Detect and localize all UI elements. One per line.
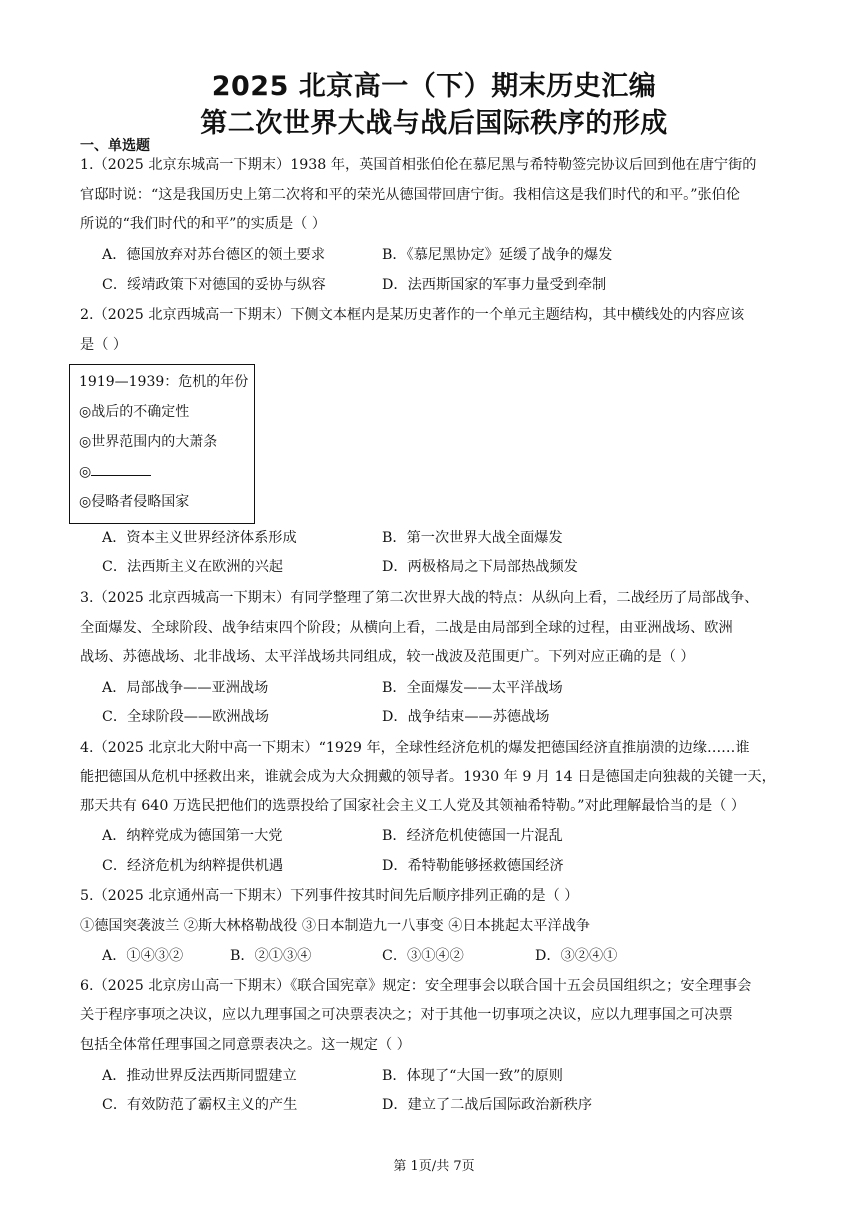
question-2-option-a[interactable]: A．资本主义世界经济体系形成: [102, 530, 297, 546]
question-2-text: 是（ ）: [80, 337, 128, 353]
question-1-option-d[interactable]: D．法西斯国家的军事力量受到牵制: [382, 277, 607, 293]
page-number: 第 1页/共 7页: [393, 1159, 475, 1174]
question-1-text: 1.（2025 北京东城高一下期末）1938 年，英国首相张伯伦在慕尼黑与希特勒签完协议后回到他在唐宁街的: [80, 157, 757, 173]
text-box-item-blank: [79, 461, 151, 480]
question-5-option-a[interactable]: A．①④③②: [102, 948, 184, 964]
question-5-option-d[interactable]: D．③②④①: [535, 948, 618, 964]
question-4-text: 4.（2025 北京北大附中高一下期末）“1929 年，全球性经济危机的爆发把德国经济直推崩溃的边缘……谁: [80, 740, 750, 756]
question-3-option-a[interactable]: A．局部战争——亚洲战场: [102, 680, 269, 696]
question-4-option-c[interactable]: C．经济危机为纳粹提供机遇: [102, 858, 284, 874]
question-5-option-b[interactable]: B．②①③④: [230, 948, 312, 964]
question-4-text: 能把德国从危机中拯救出来，谁就会成为大众拥戴的领导者。1930 年 9 月 14 日是德国走向独裁的关键一天，: [80, 769, 776, 785]
text-box: [69, 364, 255, 524]
question-4-option-b[interactable]: B．经济危机使德国一片混乱: [382, 828, 563, 844]
question-3-option-b[interactable]: B．全面爆发——太平洋战场: [382, 680, 563, 696]
text-box-item: ◎侵略者侵略国家: [79, 494, 190, 510]
document-title: 2025 北京高一（下）期末历史汇编: [211, 71, 657, 102]
section-heading: 一、单选题: [80, 138, 150, 154]
bullet: ◎: [79, 464, 92, 480]
question-2-option-d[interactable]: D．两极格局之下局部热战频发: [382, 559, 578, 575]
question-5-option-c[interactable]: C．③①④②: [382, 948, 464, 964]
question-5-events: ①德国突袭波兰 ②斯大林格勒战役 ③日本制造九一八事变 ④日本挑起太平洋战争: [80, 918, 591, 934]
question-6-text: 关于程序事项之决议，应以九理事国之可决票表决之；对于其他一切事项之决议，应以九理事国之可决票: [80, 1007, 733, 1023]
question-3-text: 战场、苏德战场、北非战场、太平洋战场共同组成，较一战波及范围更广。下列对应正确的是（ ）: [80, 649, 695, 665]
question-6-option-a[interactable]: A．推动世界反法西斯同盟建立: [102, 1068, 297, 1084]
blank-line: [91, 461, 151, 476]
question-6-option-d[interactable]: D．建立了二战后国际政治新秩序: [382, 1097, 593, 1113]
question-1-text: 所说的“我们时代的和平”的实质是（ ）: [80, 216, 327, 232]
question-1-option-c[interactable]: C．绥靖政策下对德国的妥协与纵容: [102, 277, 326, 293]
question-1-option-b[interactable]: B．《慕尼黑协定》延缓了战争的爆发: [382, 247, 613, 263]
question-4-option-d[interactable]: D．希特勒能够拯救德国经济: [382, 858, 564, 874]
question-6-text: 6.（2025 北京房山高一下期末）《联合国宪章》规定：安全理事会以联合国十五会员国组织之；安全理事会: [80, 978, 752, 994]
question-4-text: 那天共有 640 万选民把他们的选票投给了国家社会主义工人党及其领袖希特勒。”对此理解最恰当的是（ ）: [80, 798, 746, 814]
question-1-option-a[interactable]: A．德国放弃对苏台德区的领土要求: [102, 247, 326, 263]
question-2-text: 2.（2025 北京西城高一下期末）下侧文本框内是某历史著作的一个单元主题结构，其中横线处的内容应该: [80, 307, 745, 323]
question-1-text: 官邸时说：“这是我国历史上第二次将和平的荣光从德国带回唐宁街。我相信这是我们时代的和平。”张伯伦: [80, 187, 741, 203]
question-5-text: 5.（2025 北京通州高一下期末）下列事件按其时间先后顺序排列正确的是（ ）: [80, 888, 579, 904]
text-box-item: ◎战后的不确定性: [79, 404, 190, 420]
question-2-option-c[interactable]: C．法西斯主义在欧洲的兴起: [102, 559, 284, 575]
text-box-item: ◎世界范围内的大萧条: [79, 434, 218, 450]
question-4-option-a[interactable]: A．纳粹党成为德国第一大党: [102, 828, 283, 844]
question-3-text: 全面爆发、全球阶段、战争结束四个阶段；从横向上看，二战是由局部到全球的过程，由亚洲战场、欧洲: [80, 620, 733, 636]
question-6-option-b[interactable]: B．体现了“大国一致”的原则: [382, 1068, 563, 1084]
question-2-option-b[interactable]: B．第一次世界大战全面爆发: [382, 530, 563, 546]
text-box-heading: 1919—1939：危机的年份: [79, 374, 249, 390]
question-6-text: 包括全体常任理事国之同意票表决之。这一规定（ ）: [80, 1037, 411, 1053]
question-6-option-c[interactable]: C．有效防范了霸权主义的产生: [102, 1097, 298, 1113]
question-3-option-c[interactable]: C．全球阶段——欧洲战场: [102, 709, 269, 725]
question-3-text: 3.（2025 北京西城高一下期末）有同学整理了第二次世界大战的特点：从纵向上看，二战经历了局部战争、: [80, 590, 759, 606]
question-3-option-d[interactable]: D．战争结束——苏德战场: [382, 709, 550, 725]
document-subtitle: 第二次世界大战与战后国际秩序的形成: [200, 108, 668, 139]
